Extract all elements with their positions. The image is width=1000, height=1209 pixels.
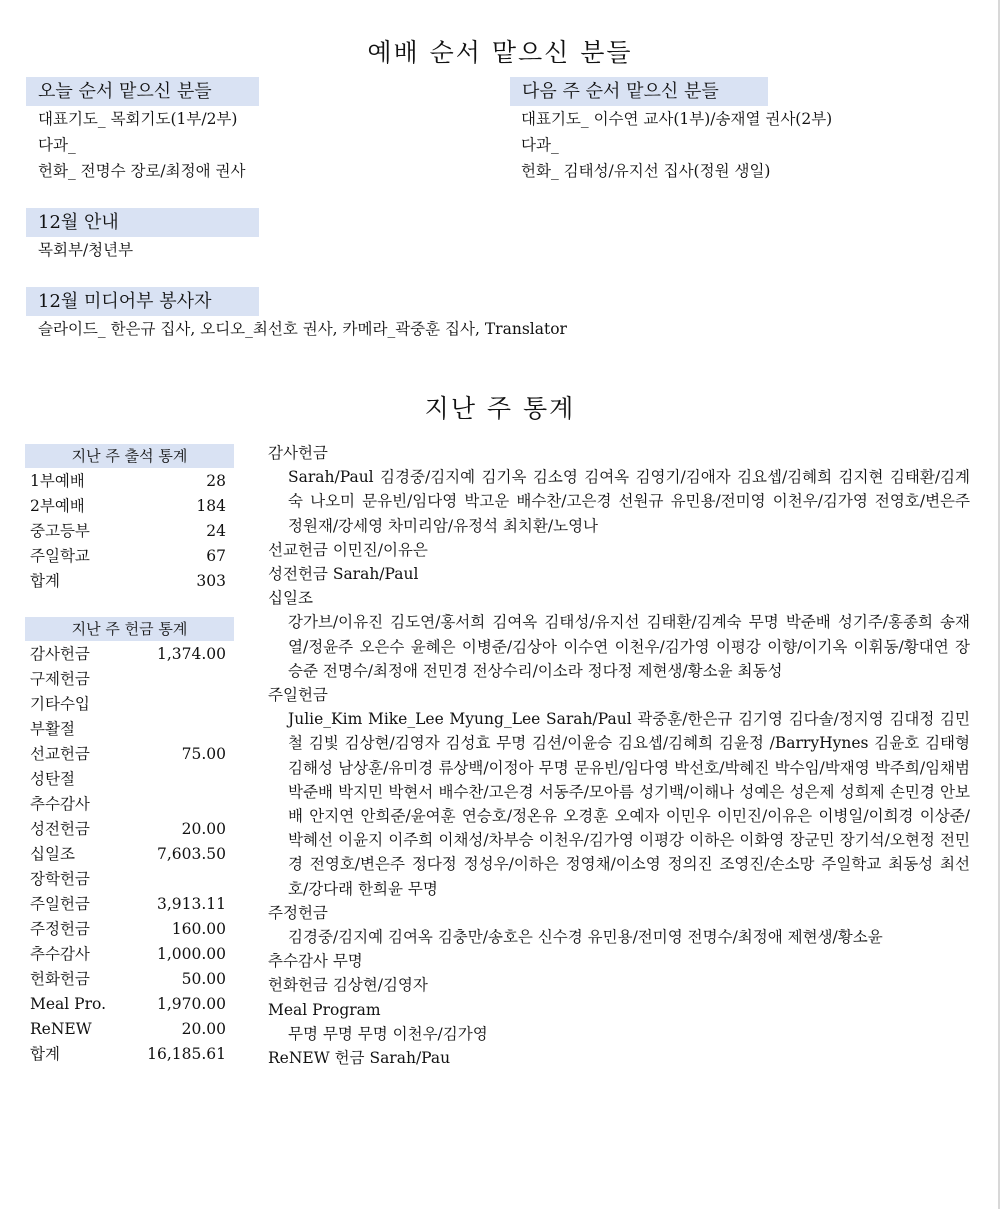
row-value: 1,970.00 [156, 995, 226, 1013]
row-label: 기타수입 [30, 695, 90, 713]
today-line-prayer: 대표기도_ 목회기도(1부/2부) [38, 110, 238, 128]
attendance-row [30, 494, 226, 519]
row-value: 7,603.50 [156, 845, 226, 863]
row-value: 1,374.00 [156, 645, 226, 663]
offering-row [30, 1017, 226, 1042]
today-header: 오늘 순서 맡으신 분들 [26, 77, 259, 106]
offering-row [30, 667, 226, 692]
row-label: 추수감사 [30, 945, 90, 963]
row-label: Meal Pro. [30, 995, 106, 1013]
next-line-prayer: 대표기도_ 이수연 교사(1부)/송재열 권사(2부) [521, 110, 833, 128]
row-label: 선교헌금 [30, 745, 90, 763]
attendance-row [30, 519, 226, 544]
offering-row [30, 992, 226, 1017]
offering-row [30, 942, 226, 967]
row-value: 1,000.00 [156, 945, 226, 963]
offering-row [30, 692, 226, 717]
media-volunteers-header: 12월 미디어부 봉사자 [26, 287, 259, 316]
row-label: 주일헌금 [30, 895, 90, 913]
row-value: 20.00 [181, 820, 226, 838]
offering-row [30, 842, 226, 867]
row-label: 십일조 [30, 845, 75, 863]
row-label: 구제헌금 [30, 670, 90, 688]
offering-row [30, 817, 226, 842]
harvest-offering-line: 추수감사 무명 [268, 952, 363, 971]
offering-row [30, 742, 226, 767]
thanks-offering-heading: 감사헌금 [268, 444, 328, 462]
page-title: 예배 순서 맡으신 분들 [367, 38, 633, 67]
row-value: 3,913.11 [156, 895, 226, 913]
tithe-heading: 십일조 [268, 589, 313, 608]
row-value: 67 [206, 547, 226, 565]
row-value: 75.00 [181, 745, 226, 763]
attendance-header: 지난 주 출석 통계 [25, 444, 234, 468]
stats-title: 지난 주 통계 [424, 394, 576, 423]
meal-program-heading: Meal Program [268, 1000, 381, 1019]
offering-row [30, 892, 226, 917]
building-offering-line: 성전헌금 Sarah/Paul [268, 565, 419, 584]
offering-row [30, 642, 226, 667]
row-label: 주정헌금 [30, 920, 90, 938]
row-value: 20.00 [181, 1020, 226, 1038]
next-line-refreshment: 다과_ [521, 136, 559, 154]
meal-program-donors: 무명 무명 무명 이천우/김가영 [288, 1024, 488, 1043]
row-label: 장학헌금 [30, 870, 90, 888]
row-value: 24 [206, 522, 226, 540]
sunday-offering-heading: 주일헌금 [268, 686, 328, 705]
next-week-header: 다음 주 순서 맡으신 분들 [510, 77, 768, 106]
row-label: 합계 [30, 1045, 60, 1063]
row-label: 2부예배 [30, 497, 85, 515]
offering-row [30, 792, 226, 817]
offering-row [30, 767, 226, 792]
row-value: 303 [196, 572, 226, 590]
renew-offering-line: ReNEW 헌금 Sarah/Pau [268, 1049, 451, 1068]
row-label: 성탄절 [30, 770, 75, 788]
attendance-row [30, 469, 226, 494]
donor-list [268, 441, 970, 1070]
row-label: 추수감사 [30, 795, 90, 813]
weekly-offering-donors: 김경중/김지예 김여옥 김충만/송호은 신수경 유민용/전미영 전명수/최정애 제현생/황소윤 [288, 928, 883, 947]
row-value: 28 [206, 472, 226, 490]
today-line-flower: 헌화_ 전명수 장로/최정애 권사 [38, 162, 246, 180]
weekly-offering-heading: 주정헌금 [268, 903, 328, 922]
mission-offering-line: 선교헌금 이민진/이유은 [268, 540, 428, 559]
offering-row [30, 917, 226, 942]
thanks-offering-donors: Sarah/Paul 김경중/김지예 김기옥 김소영 김여옥 김영기/김애자 김요셉/김혜희 김지현 김태환/김계숙 나오미 문유빈/임다영 박고운 배수찬/고은경 선원규 유민용/전미영 이천우/김가영 전영호/변은주 정원재/강세영 차미리암/유정석 최치환/노영나 [288, 468, 970, 535]
offering-row [30, 967, 226, 992]
sunday-offering-donors: Julie_Kim Mike_Lee Myung_Lee Sarah/Paul 곽중훈/한은규 김기영 김다솔/정지영 김대정 김민철 김빛 김상현/김영자 김성효 무명 김션/이윤승 김요셉/김혜희 김윤정 /BarryHynes 김윤호 김태형 김해성 남상훈/유미경 류상백/이정아 무명 문유빈/임다영 박선호/박혜진 박수임/박재영 박주희/임채범 박준배 박지민 박현서 배수찬/고은경 서동주/모아름 성기백/이해나 성예은 성은제 성희제 손민경 안보배 안지연 안희준/윤여훈 연승호/정온유 오경훈 오예자 이민우 이민진/이유은 이병일/이희경 이상준/박혜선 이윤지 이주희 이채성/차부승 이천우/김가영 이평강 이하은 이화영 장군민 장기석/오현정 전민경 전영호/변은주 정다정 정성우/이하은 정영채/이소영 정의진 조영진/손소망 주일학교 최동성 최선호/강다래 한희윤 무명 [288, 710, 970, 898]
next-line-flower: 헌화_ 김태성/유지선 집사(정원 생일) [521, 162, 771, 180]
row-label: 합계 [30, 572, 60, 590]
row-label: 감사헌금 [30, 645, 90, 663]
attendance-total-row [30, 569, 226, 594]
row-label: 헌화헌금 [30, 970, 90, 988]
row-label: 성전헌금 [30, 820, 90, 838]
flower-offering-line: 헌화헌금 김상현/김영자 [268, 976, 428, 995]
row-label: 부활절 [30, 720, 75, 738]
row-label: 중고등부 [30, 522, 90, 540]
row-label: ReNEW [30, 1020, 92, 1038]
row-value: 160.00 [171, 920, 226, 938]
offering-row [30, 717, 226, 742]
december-notice-line: 목회부/청년부 [38, 241, 134, 259]
media-volunteers-line: 슬라이드_ 한은규 집사, 오디오_최선호 권사, 카메라_곽중훈 집사, Translator [38, 320, 567, 338]
row-value: 16,185.61 [147, 1045, 226, 1063]
row-value: 50.00 [181, 970, 226, 988]
december-notice-header: 12월 안내 [26, 208, 259, 237]
offering-row [30, 867, 226, 892]
tithe-donors: 강가브/이유진 김도연/홍서희 김여옥 김태성/유지선 김태환/김계숙 무명 박준배 성기주/홍종희 송재열/정윤주 오은수 윤혜은 이병준/김상아 이수연 이천우/김가영 이평강 이향/이기옥 이휘동/황대연 장승준 전명수/최정애 전민경 전상수리/이소라 정다정 제현생/황소윤 최동성 [288, 613, 970, 680]
today-line-refreshment: 다과_ [38, 136, 76, 154]
attendance-row [30, 544, 226, 569]
row-value: 184 [196, 497, 226, 515]
row-label: 1부예배 [30, 472, 85, 490]
offering-header: 지난 주 헌금 통계 [25, 617, 234, 641]
row-label: 주일학교 [30, 547, 90, 565]
offering-total-row [30, 1042, 226, 1067]
